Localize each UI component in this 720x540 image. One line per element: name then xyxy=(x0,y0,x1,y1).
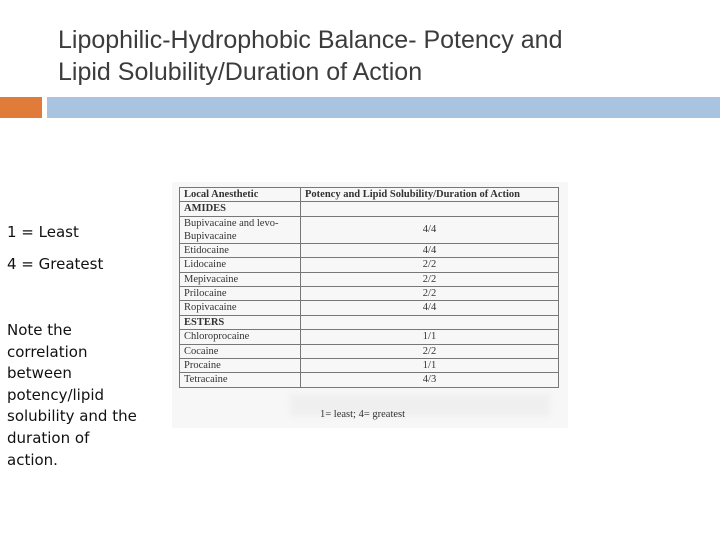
slide-title xyxy=(58,24,698,88)
table-row xyxy=(180,373,559,387)
notes-panel xyxy=(7,222,137,471)
table-row xyxy=(180,216,559,243)
table-row xyxy=(180,344,559,358)
section-row xyxy=(180,202,559,216)
table-row xyxy=(180,287,559,301)
potency-value: 2/2 xyxy=(301,272,559,286)
anesthetic-name: Mepivacaine xyxy=(180,272,301,286)
potency-value: 1/1 xyxy=(301,359,559,373)
anesthetic-name: Procaine xyxy=(180,359,301,373)
table-row xyxy=(180,359,559,373)
table-header-row xyxy=(180,188,559,202)
anesthetic-name: Chloroprocaine xyxy=(180,330,301,344)
table-row xyxy=(180,330,559,344)
title-line-1: Lipophilic-Hydrophobic Balance- Potency and xyxy=(58,26,563,54)
section-label: ESTERS xyxy=(180,315,301,329)
potency-value: 4/3 xyxy=(301,373,559,387)
legend-least: 1 = Least xyxy=(7,223,79,241)
title-line-2: Lipid Solubility/Duration of Action xyxy=(58,58,423,86)
accent-bar-blue xyxy=(47,97,720,118)
table-footnote: 1= least; 4= greatest xyxy=(320,409,406,420)
table-row xyxy=(180,258,559,272)
legend-greatest: 4 = Greatest xyxy=(7,255,104,273)
table-image xyxy=(172,182,568,428)
potency-value: 1/1 xyxy=(301,330,559,344)
potency-value: 4/4 xyxy=(301,301,559,315)
anesthetic-name: Prilocaine xyxy=(180,287,301,301)
potency-value: 2/2 xyxy=(301,344,559,358)
potency-value: 2/2 xyxy=(301,258,559,272)
table-row xyxy=(180,243,559,257)
note-paragraph: Note the correlation between potency/lipid solubility and the duration of action. xyxy=(7,321,137,469)
anesthetic-name: Lidocaine xyxy=(180,258,301,272)
anesthetic-name: Cocaine xyxy=(180,344,301,358)
potency-value: 4/4 xyxy=(301,216,559,243)
anesthetic-name: Etidocaine xyxy=(180,243,301,257)
section-empty-cell xyxy=(301,315,559,329)
potency-value: 4/4 xyxy=(301,243,559,257)
anesthetic-name: Ropivacaine xyxy=(180,301,301,315)
table-row xyxy=(180,272,559,286)
accent-bar-orange xyxy=(0,97,42,118)
section-label: AMIDES xyxy=(180,202,301,216)
header-anesthetic: Local Anesthetic xyxy=(180,188,301,202)
anesthetic-table xyxy=(179,187,559,388)
header-potency: Potency and Lipid Solubility/Duration of Action xyxy=(301,188,559,202)
section-row xyxy=(180,315,559,329)
anesthetic-name: Bupivacaine and levo-Bupivacaine xyxy=(180,216,301,243)
potency-value: 2/2 xyxy=(301,287,559,301)
table-row xyxy=(180,301,559,315)
section-empty-cell xyxy=(301,202,559,216)
anesthetic-name: Tetracaine xyxy=(180,373,301,387)
